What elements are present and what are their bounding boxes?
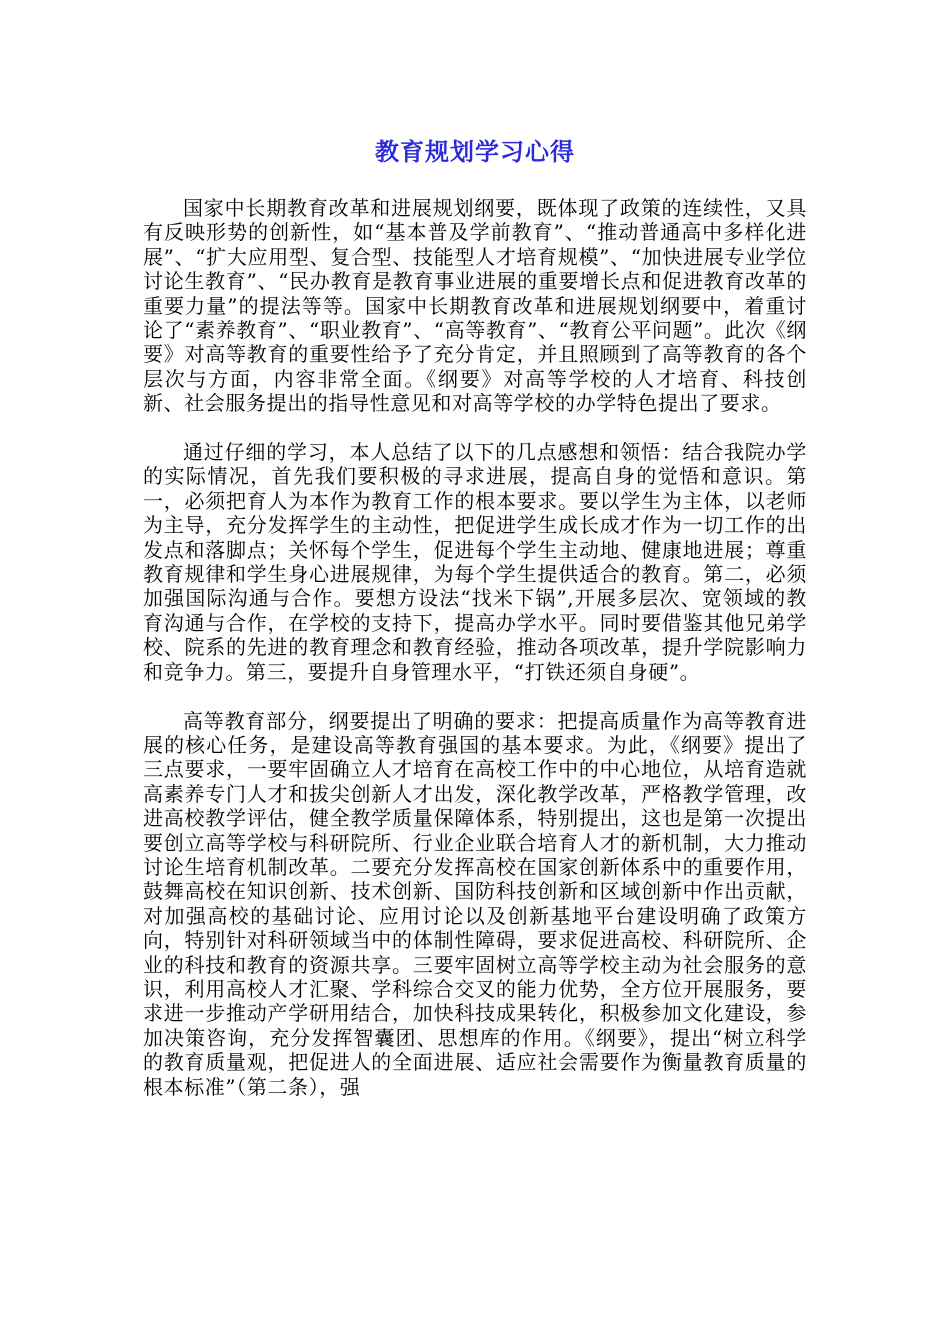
paragraph-2: 通过仔细的学习，本人总结了以下的几点感想和领悟：结合我院办学的实际情况，首先我们要积极的寻求进展，提高自身的觉悟和意识。第一，必须把育人为本作为教育工作的根本要求。要以学生为主体，以老师为主导，充分发挥学生的主动性，把促进学生成长成才作为一切工作的出发点和落脚点；关怀每个学生，促进每个学生主动地、健康地进展；尊重教育规律和学生身心进展规律，为每个学生提供适合的教育。第二，必须加强国际沟通与合作。要想方设法“找米下锅”,开展多层次、宽领域的教育沟通与合作，在学校的支持下，提高办学水平。同时要借鉴其他兄弟学校、院系的先进的教育理念和教育经验，推动各项改革，提升学院影响力和竞争力。第三，要提升自身管理水平，“打铁还须自身硬”。: [143, 440, 807, 684]
paragraph-1: 国家中长期教育改革和进展规划纲要，既体现了政策的连续性，又具有反映形势的创新性，如“基本普及学前教育”、“推动普通高中多样化进展”、“扩大应用型、复合型、技能型人才培育规模”、“加快进展专业学位讨论生教育”、“民办教育是教育事业进展的重要增长点和促进教育改革的重要力量”的提法等等。国家中长期教育改革和进展规划纲要中，着重讨论了“素养教育”、“职业教育”、“高等教育”、“教育公平问题”。此次《纲要》对高等教育的重要性给予了充分肯定，并且照顾到了高等教育的各个层次与方面，内容非常全面。《纲要》对高等学校的人才培育、科技创新、社会服务提出的指导性意见和对高等学校的办学特色提出了要求。: [143, 196, 807, 416]
paragraph-3: 高等教育部分，纲要提出了明确的要求：把提高质量作为高等教育进展的核心任务，是建设高等教育强国的基本要求。为此，《纲要》提出了三点要求，一要牢固确立人才培育在高校工作中的中心地位，从培育造就高素养专门人才和拔尖创新人才出发，深化教学改革，严格教学管理，改进高校教学评估，健全教学质量保障体系，特别提出，这也是第一次提出要创立高等学校与科研院所、行业企业联合培育人才的新机制，大力推动讨论生培育机制改革。二要充分发挥高校在国家创新体系中的重要作用，鼓舞高校在知识创新、技术创新、国防科技创新和区域创新中作出贡献，对加强高校的基础讨论、应用讨论以及创新基地平台建设明确了政策方向，特别针对科研领域当中的体制性障碍，要求促进高校、科研院所、企业的科技和教育的资源共享。三要牢固树立高等学校主动为社会服务的意识，利用高校人才汇聚、学科综合交叉的能力优势，全方位开展服务，要求进一步推动产学研用结合，加快科技成果转化，积极参加文化建设，参加决策咨询，充分发挥智囊团、思想库的作用。《纲要》，提出“树立科学的教育质量观，把促进人的全面进展、适应社会需要作为衡量教育质量的根本标准”（第二条），强: [143, 708, 807, 1099]
document-body: [143, 196, 807, 1123]
document-title: 教育规划学习心得: [375, 138, 575, 166]
